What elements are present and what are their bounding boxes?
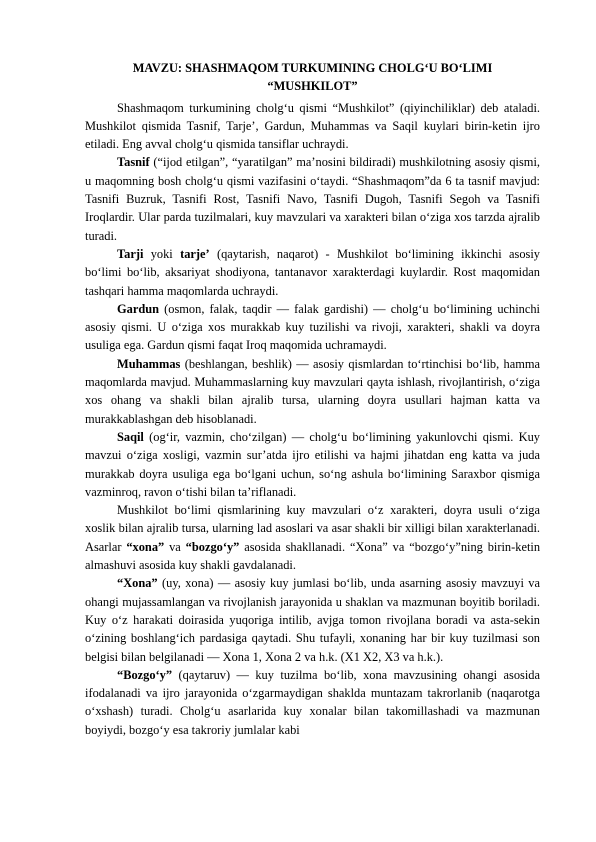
paragraph-xona: [85, 574, 540, 665]
paragraph-text: (qaytaruv) — kuy tuzilma bo‘lib, xona mavzusining ohangi asosida ifodalanadi va ijro jarayonida o‘zgarmaydigan shaklda muntazam takrorlanib (naqarotga o‘xshash) turadi. Cholg‘u asarlarida kuy xonalar bilan takomillashadi va mazmunan boyiydi, bozgo‘y esa takroriy jumlalar kabi: [85, 667, 540, 737]
paragraph-text: yoki: [143, 246, 181, 261]
term-bozgoy-def: “Bozgo‘y”: [117, 667, 173, 682]
term-saqil: Saqil: [117, 429, 144, 444]
document-title: MAVZU: SHASHMAQOM TURKUMINING CHOLG‘U BO‘LIMI “MUSHKILOT”: [132, 61, 493, 94]
paragraph-tarji: [85, 245, 540, 300]
paragraph-mushkilot-parts: [85, 501, 540, 574]
paragraph-text: Mushkilot bo‘limi qismlarining kuy mavzulari o‘z xarakteri, doyra usuli o‘ziga xoslik bilan ajralib tursa, ularning lad asoslari va asar shakli bir xilligi bilan xarakterlanadi. Asarlar: [85, 503, 540, 554]
term-bozgoy: “bozgo‘y”: [185, 539, 240, 554]
paragraph-saqil: [85, 428, 540, 501]
paragraph-text: Shashmaqom turkumining cholg‘u qismi “Mushkilot” (qiyinchiliklar) deb ataladi. Mushkilot qismida Tasnif, Tarje’, Gardun, Muhammas va Saqil kuylari birin-ketin ijro etiladi. Eng avval cholg‘u qismida tansiflar uchraydi.: [85, 100, 540, 152]
term-xona: “xona”: [126, 539, 165, 554]
paragraph-text: (uy, xona) — asosiy kuy jumlasi bo‘lib, unda asarning asosiy mavzuyi va ohangi mujassamlangan va rivojlanish jarayonida u shaklan va mazmunan boyitib boriladi. Kuy o‘z harakati doirasida yuqoriga intilib, avjga tomon rivojlana boradi va asta-sekin o‘zining boshlang‘ich pardasiga qaytadi. Shu tufayli, xonaning har bir kuy tuzilmasi son belgisi bilan belgilanadi — Xona 1, Xona 2 va h.k. (X1 X2, X3 va h.k.).: [85, 576, 540, 664]
paragraph-muhammas: [85, 355, 540, 428]
term-gardun: Gardun: [117, 301, 160, 316]
paragraph-text: va: [164, 539, 186, 554]
term-tarje: tarje’: [180, 246, 210, 261]
paragraph-intro: [85, 99, 540, 154]
paragraph-text: asosida shakllanadi. “Xona” va “bozgo‘y”ning birin-ketin almashuvi asosida kuy shakli gavdalanadi.: [85, 539, 541, 573]
term-tarji: Tarji: [117, 246, 144, 261]
paragraph-gardun: [85, 300, 540, 355]
paragraph-text: (og‘ir, vazmin, cho‘zilgan) — cholg‘u bo‘limining yakunlovchi qismi. Kuy mavzui o‘ziga xosligi, vazmin sur’atda ijro etilishi va hajmi jihatdan eng katta va juda murakkab doyra usuliga ega bo‘lgani uchun, so‘ng ashula bo‘limining Saraxbor qismiga vazminroq, ravon o‘tishi bilan ta’riflanadi.: [85, 429, 540, 499]
paragraph-text: (beshlangan, beshlik) — asosiy qismlardan to‘rtinchisi bo‘lib, hamma maqomlarda mavjud. Muhammaslarning kuy mavzulari qayta ishlash, rivojlantirish, o‘ziga xos ohang va shakli bilan ajralib tursa, ularning doyra usullari hajman katta va murakkablashgan deb hisoblanadi.: [85, 356, 540, 426]
term-muhammas: Muhammas: [117, 356, 181, 371]
paragraph-text: (“ijod etilgan”, “yaratilgan” ma’nosini bildiradi) mushkilotning asosiy qismi, u maqomning bosh cholg‘u qismi vazifasini o‘taydi. “Shashmaqom”da 6 ta tasnif mavjud: Tasnifi Buzruk, Tasnifi Rost, Tasnifi Navo, Tasnifi Dugoh, Tasnifi Segoh va Tasnifi Iroqlardir. Ular parda tuzilmalari, kuy mavzulari va xarakteri bilan o‘ziga xos tarzda ajralib turadi.: [85, 155, 540, 243]
term-xona-def: “Xona”: [117, 576, 158, 591]
paragraph-bozgoy: [85, 666, 540, 739]
paragraph-text: (osmon, falak, taqdir — falak gardishi) — cholg‘u bo‘limining uchinchi asosiy qismi. U o‘ziga xos murakkab kuy tuzilishi va rivoji, xarakteri, shakli va doyra usuliga ega. Gardun qismi faqat Iroq maqomida uchramaydi.: [85, 301, 540, 353]
term-tasnif: Tasnif: [117, 155, 150, 170]
paragraph-tasnif: [85, 153, 540, 244]
document-body: [85, 59, 540, 739]
paragraph-text: (qaytarish, naqarot) - Mushkilot bo‘limining ikkinchi asosiy bo‘limi bo‘lib, aksariyat shodiyona, tantanavor xarakterdagi kuylardir. Rost maqomidan tashqari hamma maqomlarda uchraydi.: [85, 246, 540, 298]
